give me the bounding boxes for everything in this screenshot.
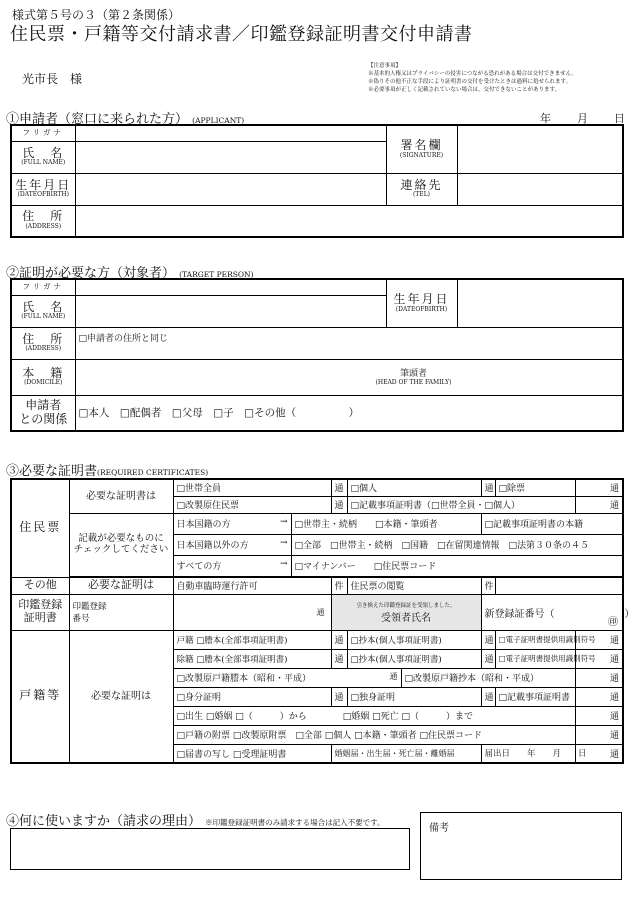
domicile-label: 本 籍 (DOMICILE)	[11, 359, 75, 395]
reason-field[interactable]	[10, 828, 410, 870]
note-item: ※偽りその他不正な手段により証明書の交付を受けたときは過料に処せられます。	[368, 79, 572, 85]
old-juminhyo-option[interactable]: □改製原住民票	[173, 496, 331, 513]
count-unit: 通	[331, 687, 347, 706]
fuhyo-options[interactable]: □戸籍の附票 □改製原附票 □全部 □個人 □本籍・筆頭者 □住民票コード	[173, 725, 575, 744]
day-label: 日	[614, 112, 625, 125]
reading-option[interactable]: 住民票の閲覧	[347, 577, 481, 594]
new-number-field[interactable]: 新登録証番号（ ） ㊞	[481, 594, 623, 630]
japanese-label: 日本国籍の方 →	[173, 513, 291, 534]
count-unit: 通	[331, 630, 347, 649]
count-unit: 通	[481, 630, 495, 649]
certificates-table	[10, 478, 635, 764]
month-label: 月	[577, 112, 588, 125]
name-label: 氏 名 (FULL NAME)	[11, 141, 75, 173]
count-unit: 通	[575, 630, 623, 649]
address-label: 住 所 (ADDRESS)	[11, 327, 75, 359]
joseki-extract-option[interactable]: □抄本(個人事項証明書)	[347, 649, 481, 668]
section2-title: ②証明が必要な方（対象者） (TARGET PERSON)	[6, 266, 254, 281]
joseki-id-option[interactable]: □電子証明書提供用識別符号	[495, 649, 575, 668]
relation-label: 申請者 との関係	[11, 395, 75, 431]
count-unit: 通	[331, 649, 347, 668]
remarks-label: 備考	[429, 823, 449, 834]
all-options[interactable]: □マイナンバー □住民票コード	[291, 555, 623, 576]
applicant-dob-field[interactable]	[75, 173, 386, 205]
applicant-table	[10, 124, 624, 238]
count-unit: 通	[575, 706, 623, 725]
seal-number-label: 印鑑登録 番号	[69, 594, 173, 630]
applicant-furigana-field[interactable]	[75, 125, 386, 141]
notes-block	[368, 62, 630, 94]
head-of-family-label: 筆頭者 (HEAD OF THE FAMILY)	[375, 368, 452, 386]
removed-option[interactable]: □除票	[495, 479, 575, 496]
period-options[interactable]: □出生 □婚姻 □（ ）から □婚姻 □死亡 □（ ）まで	[173, 706, 575, 725]
single-cert-option[interactable]: □独身証明	[347, 687, 481, 706]
case-unit: 件	[331, 577, 347, 594]
other-blank[interactable]	[495, 577, 623, 594]
same-address-checkbox[interactable]: □申請者の住所と同じ	[78, 333, 169, 344]
koseki-id-option[interactable]: □電子証明書提供用識別符号	[495, 630, 575, 649]
koseki-label: 戸籍等	[11, 630, 69, 763]
count-unit: 通	[481, 649, 495, 668]
furigana-label: フリガナ	[11, 125, 75, 141]
joseki-copy-option[interactable]: 除籍 □謄本(全部事項証明書)	[173, 649, 331, 668]
juminhyo-label: 住民票	[11, 479, 69, 577]
notes-heading: 【注意事項】	[368, 63, 402, 69]
record-certificate-option[interactable]: □記載事項証明書（□世帯全員・□個人）	[347, 496, 575, 513]
all-label: すべての方 →	[173, 555, 291, 576]
koseki-record-option[interactable]: □記載事項証明書	[495, 687, 575, 706]
target-address-field[interactable]	[75, 327, 623, 359]
domicile-field[interactable]	[75, 359, 623, 395]
individual-option[interactable]: □個人	[347, 479, 481, 496]
notification-date[interactable]: 届出日 年 月 日	[481, 744, 575, 763]
target-name-field[interactable]	[75, 295, 386, 327]
applicant-tel-field[interactable]	[457, 173, 623, 205]
case-unit: 件	[481, 577, 495, 594]
form-number: 様式第５号の３（第２条関係）	[12, 8, 181, 22]
relation-options[interactable]: □本人 □配偶者 □父母 □子 □その他（ ）	[75, 395, 623, 431]
notification-types: 婚姻届・出生届・死亡届・離婚届	[331, 744, 481, 763]
foreign-label: 日本国籍以外の方 →	[173, 534, 291, 555]
signature-label: 署名欄 (SIGNATURE)	[386, 125, 457, 173]
count-unit: 通	[575, 725, 623, 744]
vehicle-permit-option[interactable]: 自動車臨時運行許可	[173, 577, 331, 594]
other-required-label: 必要な証明は	[69, 577, 173, 594]
old-koseki-extract-option[interactable]: □改製原戸籍抄本（昭和・平成）	[401, 668, 575, 687]
count-unit: 通	[575, 479, 623, 496]
signature-field[interactable]	[457, 125, 623, 173]
target-table	[10, 278, 624, 432]
old-koseki-copy-option[interactable]: □改製原戸籍謄本（昭和・平成） 通	[173, 668, 401, 687]
foreign-options[interactable]: □全部 □世帯主・続柄 □国籍 □在留関連情報 □法第３０条の４５	[291, 534, 623, 555]
address-label: 住 所 (ADDRESS)	[11, 205, 75, 237]
year-label: 年	[540, 112, 551, 125]
count-unit: 通	[481, 479, 495, 496]
target-dob-field[interactable]	[457, 279, 623, 327]
note-item: ※基本的人権又はプライバシーの侵害につながる恐れがある場合は交付できません。	[368, 71, 577, 77]
target-dob-label: 生年月日 (DATEOFBIRTH)	[386, 279, 457, 327]
identity-cert-option[interactable]: □身分証明	[173, 687, 331, 706]
count-unit: 通	[331, 479, 347, 496]
household-all-option[interactable]: □世帯全員	[173, 479, 331, 496]
receipt-box: 引き換えた印鑑登録証を受領しました。 受領者氏名	[331, 594, 481, 630]
section1-title: ①申請者（窓口に来られた方） (APPLICANT)	[6, 112, 245, 127]
name-label: 氏 名 (FULL NAME)	[11, 295, 75, 327]
count-unit: 通	[575, 687, 623, 706]
seal-label: 印鑑登録 証明書	[11, 594, 69, 630]
koseki-required-label: 必要な証明は	[69, 630, 173, 763]
koseki-extract-option[interactable]: □抄本(個人事項証明書)	[347, 630, 481, 649]
count-unit: 通	[331, 496, 347, 513]
koseki-copy-option[interactable]: 戸籍 □謄本(全部事項証明書)	[173, 630, 331, 649]
count-unit: 通	[575, 744, 623, 763]
count-unit: 通	[575, 668, 623, 687]
furigana-label: フリガナ	[11, 279, 75, 295]
note-item: ※必要事項が正しく記載されていない場合は、交付できないことがあります。	[368, 87, 561, 93]
dob-label: 生年月日 (DATEOFBIRTH)	[11, 173, 75, 205]
applicant-name-field[interactable]	[75, 141, 386, 173]
japanese-option2[interactable]: □記載事項証明書の本籍	[481, 513, 623, 534]
remarks-box[interactable]	[420, 812, 622, 880]
section4-title: ④何に使いますか（請求の理由） ※印鑑登録証明書のみ請求する場合は記入不要です。	[6, 814, 385, 829]
count-unit: 通	[575, 649, 623, 668]
check-note: 記載が必要なものに チェックしてください	[69, 513, 173, 576]
count-unit: 通	[481, 687, 495, 706]
notification-copy-option[interactable]: □届書の写し □受理証明書	[173, 744, 331, 763]
count-unit: 通	[575, 496, 623, 513]
japanese-options[interactable]: □世帯主・続柄 □本籍・筆頭者	[291, 513, 481, 534]
applicant-address-field[interactable]	[75, 205, 623, 237]
section3-title: ③必要な証明書(REQUIRED CERTIFICATES)	[6, 464, 209, 479]
required-label: 必要な証明書は	[69, 479, 173, 513]
tel-label: 連絡先 (TEL)	[386, 173, 457, 205]
other-label: その他	[11, 577, 69, 594]
page-title: 住民票・戸籍等交付請求書／印鑑登録証明書交付申請書	[10, 24, 473, 45]
addressee: 光市長 様	[22, 72, 83, 86]
seal-number-field[interactable]: 通	[173, 594, 331, 630]
target-furigana-field[interactable]	[75, 279, 386, 295]
